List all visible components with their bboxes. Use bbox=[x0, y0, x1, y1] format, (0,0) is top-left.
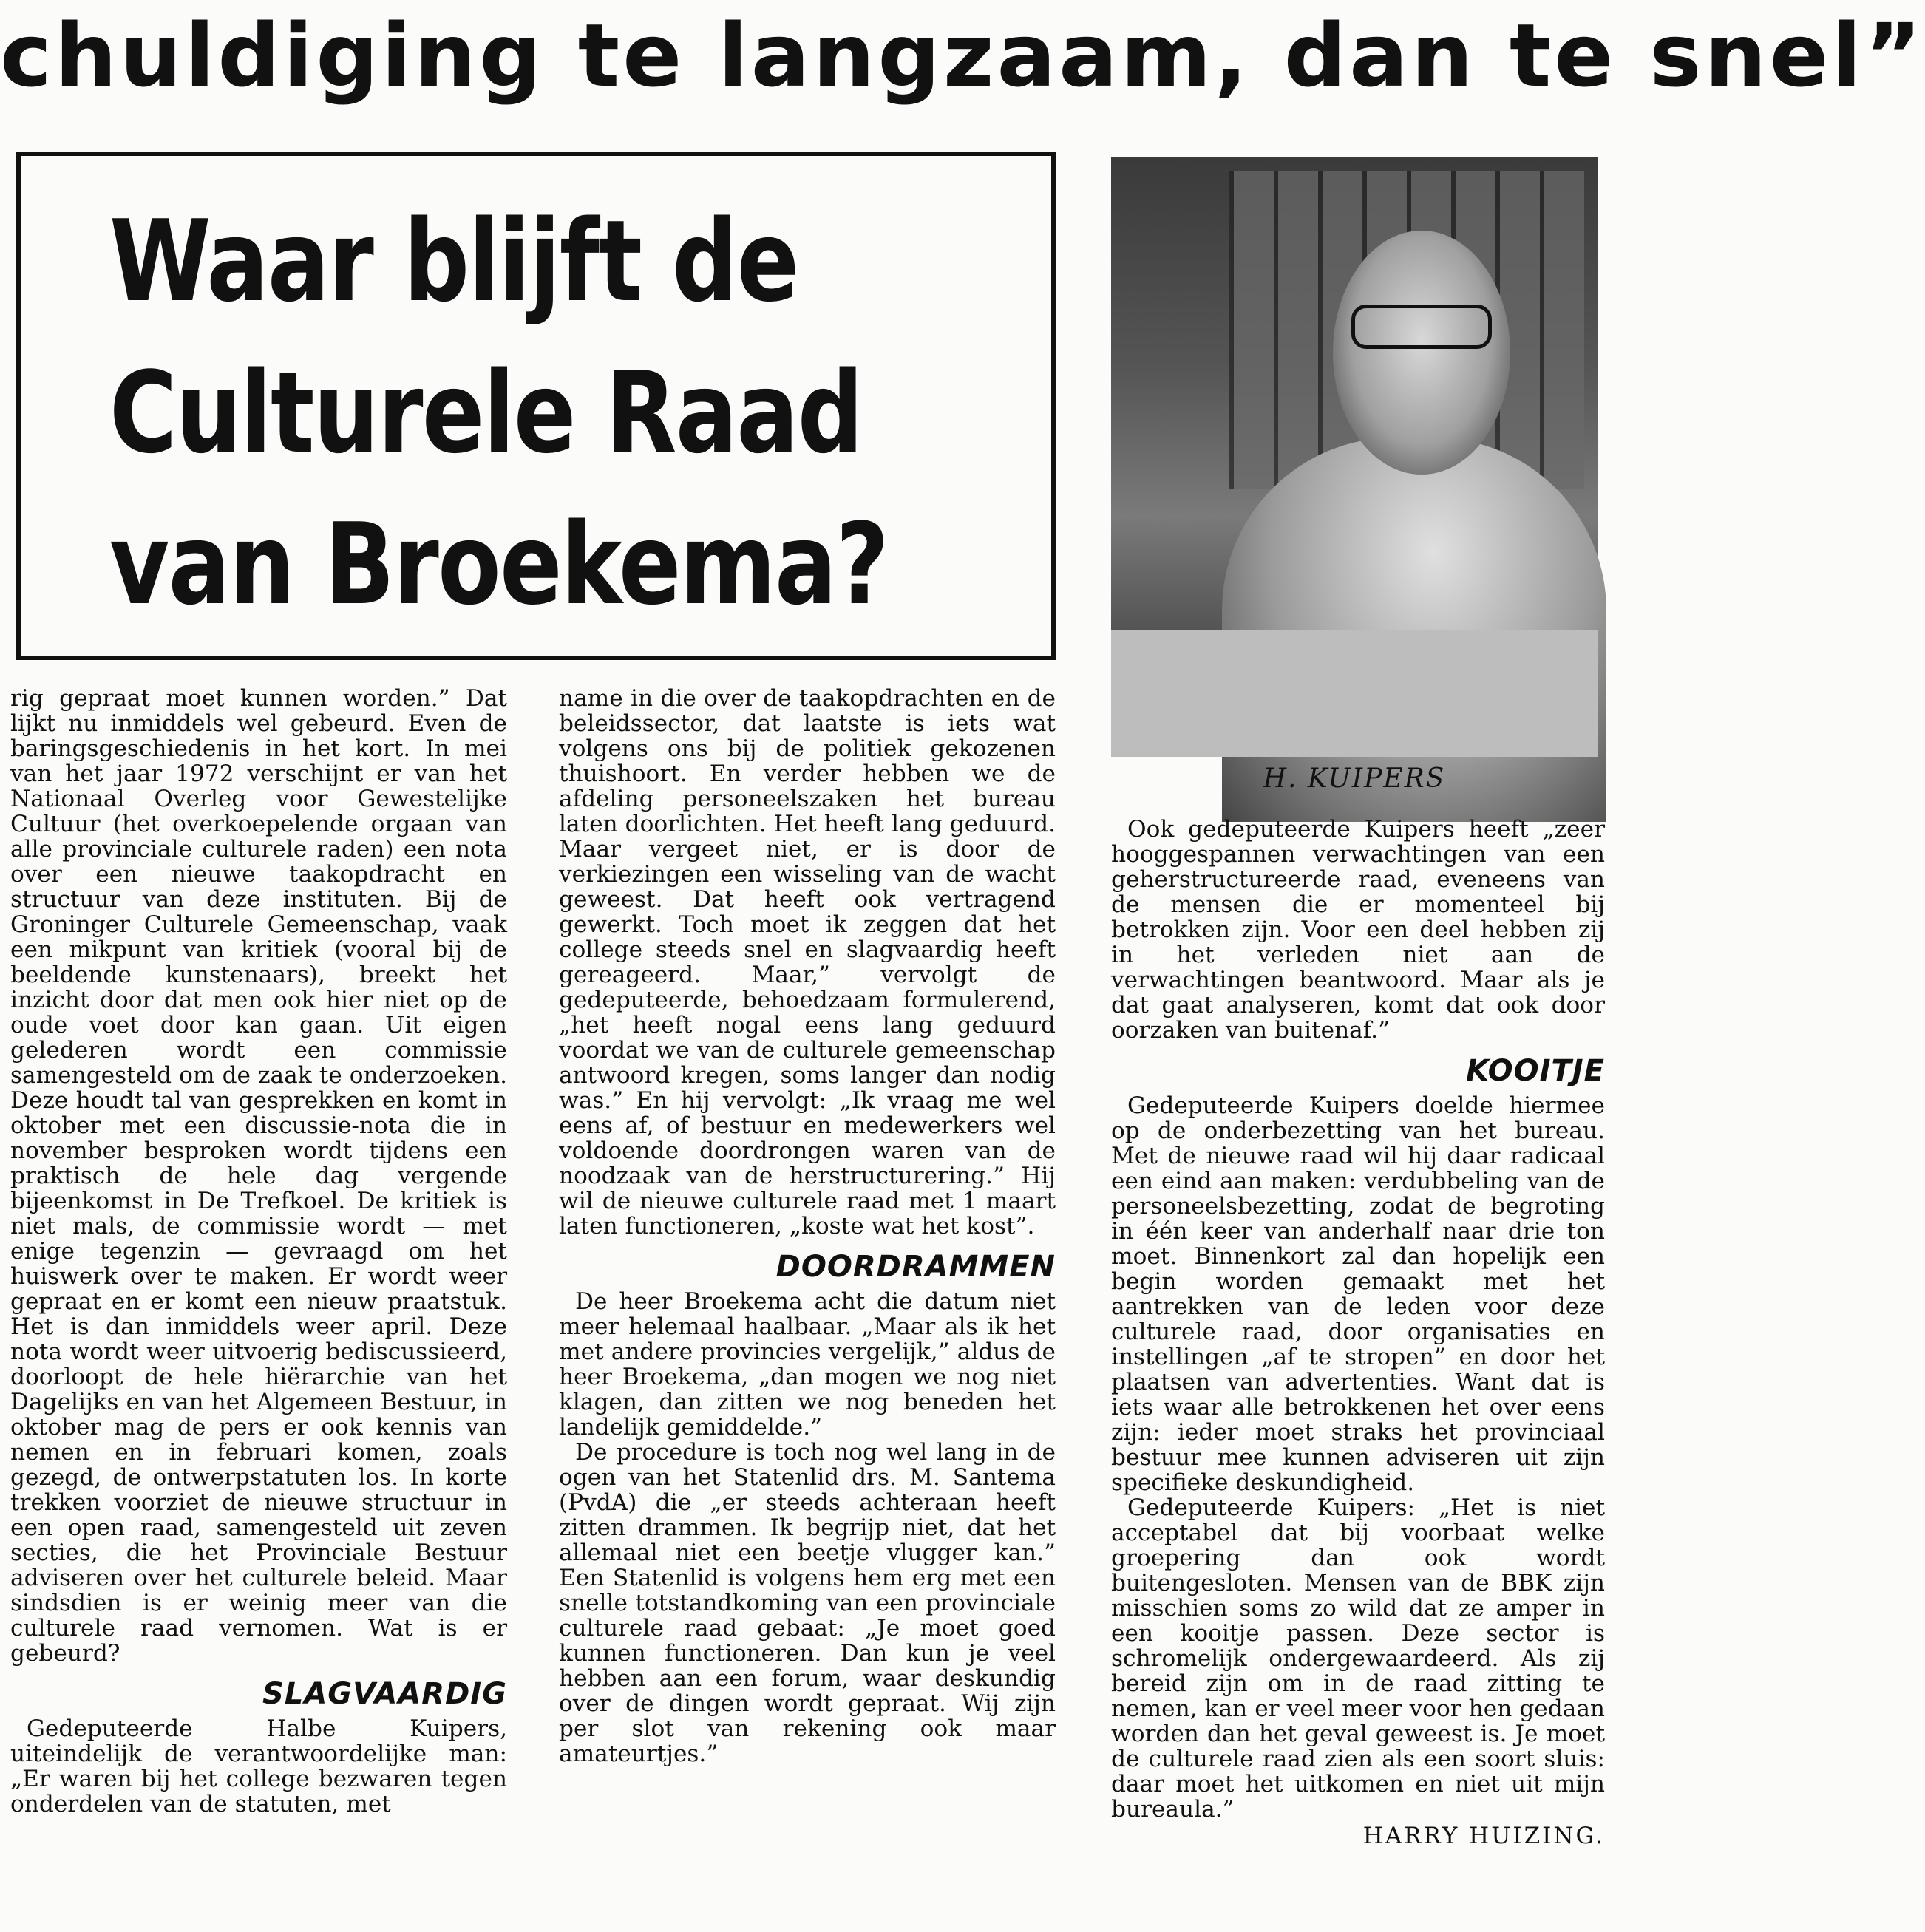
article-column-2 bbox=[559, 686, 1056, 1766]
headline-line-1: Waar blijft de bbox=[109, 196, 798, 327]
subheading-doordrammen: DOORDRAMMEN bbox=[775, 1250, 1056, 1284]
paragraph: name in die over de taakopdrachten en de beleidssector, dat laatste is iets wat volgens ons bij de politiek gekozenen thuishoort. En verder hebben we de afdeling personeelszaken het bureau laten doorlichten. Het heeft lang geduurd. Maar vergeet niet, er is door de verkiezingen een wisseling van de wacht geweest. Dat heeft ook vertragend gewerkt. Toch moet ik zeggen dat het college steeds snel en slagvaardig heeft gereageerd. Maar,” vervolgt de gedeputeerde, behoedzaam formulerend, „het heeft nogal eens lang geduurd voordat we van de culturele gemeenschap antwoord kregen, soms langer dan nodig was.” En hij vervolgt: „Ik vraag me wel eens af, of bestuur en medewerkers wel voldoende doordrongen waren van de noodzaak van de herstructurering.” Hij wil de nieuwe culturele raad met 1 maart laten functioneren, „koste wat het kost”. bbox=[559, 685, 1056, 1239]
subheading-slagvaardig: SLAGVAARDIG bbox=[262, 1677, 507, 1711]
paragraph: Gedeputeerde Kuipers: „Het is niet acceptabel dat bij voorbaat welke groepering dan ook wordt buitengesloten. Mensen van de BBK zijn misschien soms zo wild dat ze amper in een kooitje passen. Deze sector is schromelijk ondergewaardeerd. Als zij bereid zijn om in de raad zitting te nemen, kan er veel meer voor hen gedaan worden dan het geval geweest is. Je moet de culturele raad zien als een soort sluis: daar moet het uitkomen en niet uit mijn bureaula.” bbox=[1111, 1494, 1605, 1823]
headline-box bbox=[16, 152, 1056, 660]
photo-desk bbox=[1111, 630, 1598, 757]
subheading-kooitje: KOOITJE bbox=[1466, 1054, 1605, 1088]
article-column-3 bbox=[1111, 817, 1605, 1848]
paragraph: Gedeputeerde Kuipers doelde hiermee op de onderbezetting van het bureau. Met de nieuwe raad wil hij daar radicaal een eind aan maken: verdubbeling van de personeelsbezetting, zodat de begroting in één keer van anderhalf naar drie ton moet. Binnenkort zal dan hopelijk een begin worden gemaakt met het aantrekken van de leden voor deze culturele raad, door organisaties en instellingen „af te stropen” en door het plaatsen van advertenties. Want dat is iets waar alle betrokkenen het over eens zijn: ieder moet straks het provinciaal bestuur mee kunnen adviseren uit zijn specifieke deskundigheid. bbox=[1111, 1092, 1605, 1496]
paragraph: Ook gedeputeerde Kuipers heeft „zeer hooggespannen verwachtingen van een geherstructureerde raad, eveneens van de mensen die er momenteel bij betrokken zijn. Voor een deel hebben zij in het verleden niet aan de verwachtingen beantwoord. Maar als je dat gaat analyseren, komt dat ook door oorzaken van buitenaf.” bbox=[1111, 816, 1605, 1044]
headline-line-3: van Broekema? bbox=[109, 499, 889, 630]
paragraph: De procedure is toch nog wel lang in de ogen van het Statenlid drs. M. Santema (PvdA) die „er steeds achteraan heeft zitten drammen. Ik begrijp niet, dat het allemaal niet een beetje vlugger kan.” Een Statenlid is volgens hem erg met een snelle totstandkoming van een provinciale culturele raad gebaat: „Je moet goed kunnen functioneren. Dan kun je veel hebben aan een forum, waar deskundig over de dingen wordt gepraat. Wij zijn per slot van rekening ook maar amateurtjes.” bbox=[559, 1439, 1056, 1767]
headline-line-2: Culturele Raad bbox=[109, 347, 863, 478]
article-column-1 bbox=[10, 686, 507, 1817]
portrait-photo bbox=[1111, 157, 1598, 757]
author-byline: HARRY HUIZING. bbox=[1362, 1823, 1605, 1849]
kicker-headline: chuldiging te langzaam, dan te snel” bbox=[0, 4, 1925, 106]
paragraph: De heer Broekema acht die datum niet meer helemaal haalbaar. „Maar als ik het met andere provincies vergelijk,” aldus de heer Broekema, „dan mogen we nog niet klagen, dan zitten we nog beneden het landelijk gemiddelde.” bbox=[559, 1288, 1056, 1441]
paragraph: Gedeputeerde Halbe Kuipers, uiteindelijk de verantwoordelijke man: „Er waren bij het college bezwaren tegen onderdelen van de statuten, met bbox=[10, 1715, 507, 1817]
photo-figure-head bbox=[1333, 231, 1510, 475]
photo-glasses bbox=[1351, 305, 1492, 349]
headline bbox=[109, 186, 889, 640]
paragraph: rig gepraat moet kunnen worden.” Dat lijkt nu inmiddels wel gebeurd. Even de baringsgeschiedenis in het kort. In mei van het jaar 1972 verschijnt er van het Nationaal Overleg voor Gewestelijke Cultuur (het overkoepelende orgaan van alle provinciale culturele raden) een nota over een nieuwe taakopdracht en structuur van deze instituten. Bij de Groninger Culturele Gemeenschap, vaak een mikpunt van kritiek (vooral bij de beeldende kunstenaars), breekt het inzicht door dat men ook hier niet op de oude voet door kan gaan. Uit eigen gelederen wordt een commissie samengesteld om de zaak te onderzoeken. Deze houdt tal van gesprekken en komt in oktober met een discussie-nota die in november besproken wordt tijdens een praktisch de hele dag vergende bijeenkomst in De Trefkoel. De kritiek is niet mals, de commissie wordt — met enige tegenzin — gevraagd om het huiswerk over te maken. Er wordt weer gepraat en er komt een nieuw praatstuk. Het is dan inmiddels weer april. Deze nota wordt weer uitvoerig bediscussieerd, doorloopt de hele hiërarchie van het Dagelijks en van het Algemeen Bestuur, in oktober mag de pers er ook kennis van nemen en in februari komen, zoals gezegd, de ontwerpstatuten los. In korte trekken voorziet de nieuwe structuur in een open raad, samengesteld uit zeven secties, die het Provinciale Bestuur adviseren over het culturele beleid. Maar sindsdien is er weinig meer van die culturele raad vernomen. Wat is er gebeurd? bbox=[10, 685, 507, 1667]
photo-caption: H. KUIPERS bbox=[1263, 763, 1446, 794]
